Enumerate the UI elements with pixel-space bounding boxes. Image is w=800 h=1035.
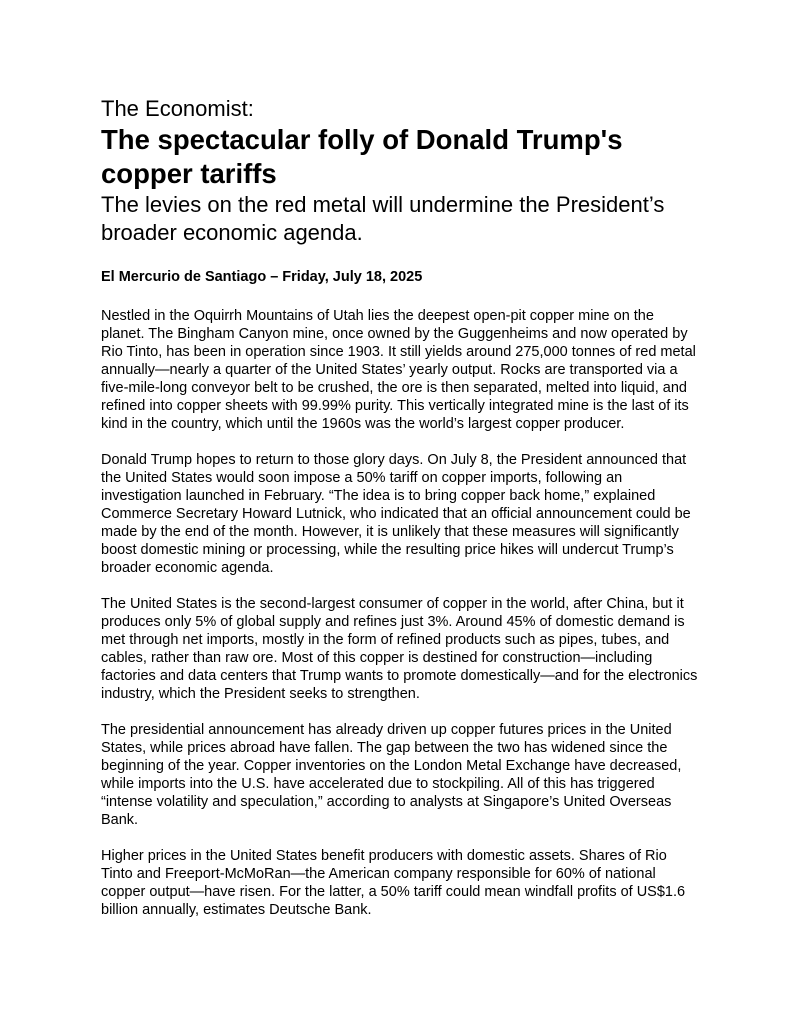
- source-label: The Economist:: [101, 96, 254, 121]
- headline: The spectacular folly of Donald Trump's copper tariffs: [101, 124, 623, 189]
- byline: El Mercurio de Santiago – Friday, July 18, 2025: [101, 269, 423, 285]
- body-paragraph: The presidential announcement has already driven up copper futures prices in the United States, while prices abroad have fallen. The gap between the two has widened since the beginning of the year. Copper inventories on the London Metal Exchange have decreased, while imports into the U.S. have accelerated due to stockpiling. All of this has triggered “intense volatility and speculation,” according to analysts at Singapore’s United Overseas Bank.: [101, 722, 682, 828]
- subheadline: The levies on the red metal will undermine the President’s broader economic agenda.: [101, 192, 665, 245]
- body-paragraph: The United States is the second-largest consumer of copper in the world, after China, but it produces only 5% of global supply and refines just 3%. Around 45% of domestic demand is met through net imports, mostly in the form of refined products such as pipes, tubes, and cables, rather than raw ore. Most of this copper is destined for construction—including factories and data centers that Trump wants to promote domestically—and for the electronics industry, which the President seeks to strengthen.: [101, 596, 698, 702]
- body-paragraph: Donald Trump hopes to return to those glory days. On July 8, the President announced that the United States would soon impose a 50% tariff on copper imports, following an investigation launched in February. “The idea is to bring copper back home,” explained Commerce Secretary Howard Lutnick, who indicated that an official announcement could be made by the end of the month. However, it is unlikely that these measures will significantly boost domestic mining or processing, while the resulting price hikes will undercut Trump’s broader economic agenda.: [101, 452, 691, 576]
- article-page: [101, 95, 701, 919]
- body-paragraph: Higher prices in the United States benefit producers with domestic assets. Shares of Rio Tinto and Freeport-McMoRan—the American company responsible for 60% of national copper output—have risen. For the latter, a 50% tariff could mean windfall profits of US$1.6 billion annually, estimates Deutsche Bank.: [101, 848, 686, 918]
- body-paragraph: Nestled in the Oquirrh Mountains of Utah lies the deepest open-pit copper mine on the planet. The Bingham Canyon mine, once owned by the Guggenheims and now operated by Rio Tinto, has been in operation since 1903. It still yields around 275,000 tonnes of red metal annually—nearly a quarter of the United States’ yearly output. Rocks are transported via a five-mile-long conveyor belt to be crushed, the ore is then separated, melted into liquid, and refined into copper sheets with 99.99% purity. This vertically integrated mine is the last of its kind in the country, which until the 1960s was the world’s largest copper producer.: [101, 308, 696, 432]
